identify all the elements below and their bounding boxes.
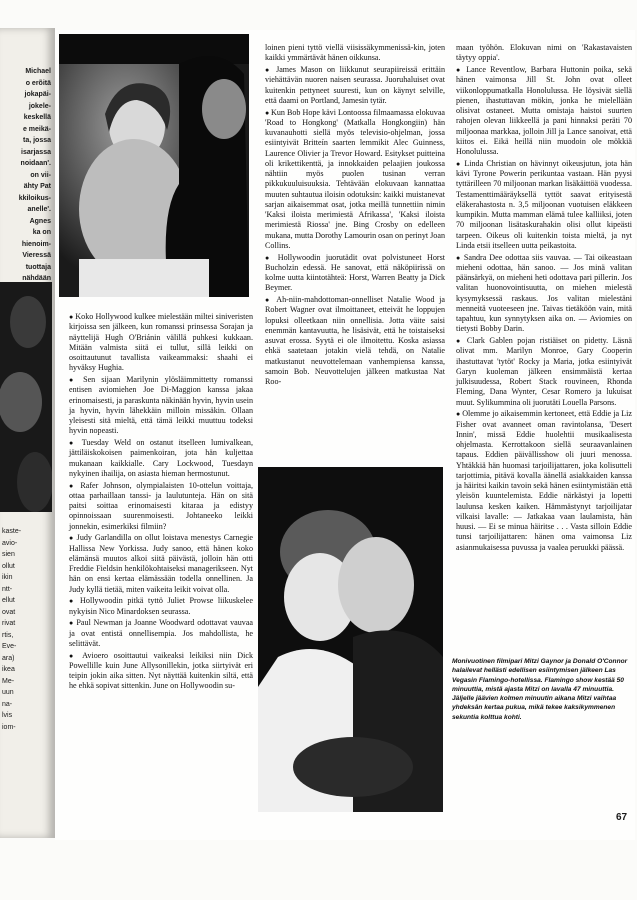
margin-text-line: ka on (32, 229, 51, 236)
bullet-icon: ● (69, 651, 83, 660)
margin-text-line: ähty Pat (23, 183, 51, 190)
margin-text-line: ikea (2, 666, 15, 673)
news-item-text: Sandra Dee odottaa siis vauvaa. — Tai oikeastaan mieheni odottaa, hän sanoo. — Jos minä valitan päänsärkyä, on mieheni heti odottava pari pillerin. Jos valitan huonovointisuutta, on miehen mielestä kysymyksessä raskaus. Jos valitan mielestäni menneitä vuoteeseen jne. Taivas tietäköön vain, mitä tapahtuu, kun synnytyksen aika on. — Aviomies on tietysti Bobby Darin. (456, 252, 632, 334)
news-item-text: loinen pieni tyttö viellä viisissäkymmenissä-kin, joten kaikki ymmärtävät hänen oikkunsa. (265, 43, 445, 63)
news-item (69, 481, 253, 532)
margin-text-line: noidaan'. (20, 160, 51, 167)
column-3 (456, 43, 632, 554)
margin-text-line: ntt- (2, 585, 13, 593)
news-item-text: maan työhön. Elokuvan nimi on 'Rakastavaisten täytyy oppia'. (456, 43, 632, 63)
margin-text-line: Agnes (29, 217, 51, 225)
news-item-text: Linda Christian on hävinnyt oikeusjutun, jota hän kävi Tyrone Powerin perikuntaa vastaan. Hän pyysi tyttärilleen 70 miljoonan markan lisäkäittöä vuodessa. Testamenttimääräyksellä tyttöt saavat erityisestä eläkerahastosta n. 3,5 miljoonan vuotuisen eläkkeen kumpikin. Mutta mamman elämä tulee kalliiksi, joten 70 miljoonan lisätaskurahakin olisi ollut kipeästi tarpeen. Oikeus oli kuitenkin toista mieltä, ja nyt Linda etsii itselleen uutta peikastoita. (456, 158, 633, 250)
news-item (456, 336, 632, 408)
news-item-text: Olemme jo aikaisemmin kertoneet, että Eddie ja Liz Fisher ovat avanneet oman ravintolansa, 'Desert Innin', missä Eddie huolehtii musikaalisesta ohjelmasta. Kerrottakoon siellä seuraavanlainen tapaus. Eddien päivällisshow oli juuri menossa. Yhtäkkiä hän huomasi tarjoilijattaren, joka kolisutteli tarjottimia, pitävä kovalla äänellä asiakkaiden kanssa ja häiritsi kaikin tavoin sekä hänen esiintymistään että yleisön kuuntelemista. Eddie närkästyi ja lopetti laulunsa kesken kaiken. Hämmästynyt tarjoilijatar vilkaisi lavalle: — Jatkakaa vaan laulamista, hän huusi. — Ei se minua häiritse . . . Vasta silloin Eddie tunsi tarjoilijattaren: hänen oma vaimonsa Liz asianmukaisessa puvussa ja vaalea peruukki päässä. (456, 409, 632, 552)
news-item-text: Sen sijaan Marilynin ylösläimmittetty romanssi entisen aviomiehen Joe Di-Maggion kanssa jakaa erinomaisesti, ja paraskunta näkinään hyvin, hyvin usein ja hyvin, hyvin lähekkäin milloin missäkin. Ollaan yleisesti sitä mieltä, että tämä leikki muuttuu todeksi hyvin nopeasti. (69, 375, 253, 436)
margin-text-line: nähdään (22, 275, 51, 282)
news-item (69, 651, 253, 692)
news-item (265, 43, 445, 64)
news-item-text: Rafer Johnson, olympialaisten 10-ottelun voittaja, ottaa parhaillaan tanssi- ja laulutunteja. Hän on sitä paitsi soittaa erinomaisesti kitaraa ja edistyy opinnoissaan suurenmoisesti. Johtaneeko leikki jonnekin, esimerkiksi filmiin? (69, 480, 253, 531)
margin-text-line: sien (2, 551, 15, 558)
bullet-icon: ● (265, 253, 278, 262)
margin-text-line: on vii- (30, 171, 51, 179)
bullet-icon: ● (69, 313, 76, 321)
photo-mitzi-donald (258, 467, 443, 812)
news-item (456, 43, 632, 64)
news-item (265, 295, 445, 387)
margin-text-line: ellut (2, 597, 15, 604)
bullet-icon: ● (69, 439, 82, 447)
news-item (69, 596, 253, 617)
bullet-icon: ● (69, 376, 84, 384)
margin-text-line: Michael (25, 68, 51, 75)
margin-text-line: lvis (2, 712, 13, 719)
news-item-text: Hollywoodin pitkä tyttö Juliet Prowse liikuskelee nykyisin Nico Minardoksen seurassa. (69, 596, 253, 616)
news-item (456, 253, 632, 335)
news-item-text: Clark Gablen pojan ristiäiset on pidetty. Läsnä olivat mm. Marilyn Monroe, Gary Cooperin ihastuttavat 'tytöt' Rocky ja Maria, jotka esiintyivät Garyn kuoleman jälkeen ensimmäistä kertaa julkisuudessa, Robert Stack rouvineen, Rhonda Fleming, Dana Wynter, Cesar Romero ja lukuisat muut. Sylikummina oli juorutäti Louella Parsons. (456, 336, 633, 407)
margin-text-line: Eve- (2, 643, 17, 650)
margin-text-line: keskellä (23, 114, 51, 121)
news-item (69, 618, 253, 649)
news-item-text: Lance Reventlow, Barbara Huttonin poika, sekä hänen vaimonsa Jill St. John ovat olleet viikonloppumatkalla Honolulussa. He löysivät siellä pienen, ihastuttavan mökin, jonka he mielellään olisivat ostaneet. Mutta omistaja haistoi suurten rahojen olevan liikkeellä ja pani hinnaksi peräti 70 miljoonaa markkaa, jolloin Jill ja Lance sanoivat, että kiitos ei. Eikä heillä niin muodoin ole mökkiä Honolulussa. (456, 65, 632, 156)
previous-page-photo (0, 282, 52, 512)
bullet-icon: ● (69, 481, 81, 490)
bullet-icon: ● (69, 619, 77, 628)
margin-text-line: na- (2, 700, 13, 708)
margin-text-line: anelle'. (27, 206, 51, 213)
bullet-icon: ● (456, 410, 463, 419)
news-item-text: Tuesday Weld on ostanut itselleen lumivalkean, jättiläiskokoisen paimenkoiran, jota hän kuljettaa mukanaan kaikkialle. Cary Lockwood, Tuesdayn nykyinen ihailija, on asiasta hieman hermostunut. (69, 438, 253, 478)
margin-text-line: uun (2, 689, 14, 696)
news-item (69, 533, 253, 595)
bullet-icon: ● (69, 597, 81, 606)
news-item-text: James Mason on liikkunut seurapiireissä erittäin viehättävän nuoren naisen seurassa. Juoruhaluiset ovat kuitenkin pettyneet suuresti, kun on käynyt selville, että daami on Portland, Jamesin tytär. (265, 65, 445, 105)
bullet-icon: ● (265, 108, 271, 117)
margin-text-line: jokele- (28, 102, 51, 110)
margin-text-line: ara) (2, 654, 15, 662)
photo-couple-table (59, 34, 249, 297)
bullet-icon: ● (265, 66, 277, 74)
margin-text-line: rtis, (2, 631, 14, 639)
news-item (265, 108, 445, 252)
margin-text-line: kaste- (2, 528, 22, 535)
margin-text-line: ollut (2, 562, 15, 570)
column-1 (69, 312, 253, 693)
margin-text-line: ta, jossa (22, 137, 51, 144)
bullet-icon: ● (456, 253, 464, 262)
margin-text-line: Me- (2, 677, 15, 685)
news-item (456, 159, 632, 251)
news-item (265, 65, 445, 106)
bullet-icon: ● (456, 66, 467, 74)
news-item-text: Ah-niin-mahdottoman-onnelliset Natalie Wood ja Robert Wagner ovat ilmoittaneet, etteivät he loppujen lopuksi olleetkaan niin onnellisia. Jotta väite saisi enemmän kantavuutta, he lisäsivät, että he toistaiseksi asuvat erossa. Syytä ei ole ilmoitettu. Koska asiassa ehkä saatetaan jotakin vielä tehdä, on Natalie matkustanut neuvottelemaan vanhempiensa kanssa, samoin Bob. Neuvottelujen jälkeen matkustaa Nat Roo- (265, 295, 445, 386)
margin-text-line: tuottaja (25, 263, 51, 271)
news-item-text: Avioero osoittautui vaikeaksi leikiksi niin Dick Powellille kuin June Allysonillekin, jotka siirtyivät eri teipin jokin aika sitten. Nyt näyttää kuitenkin siltä, että he ehkä sopivat sittenkin. June on Hollywoodin su- (69, 650, 254, 691)
margin-text-line: kkiloikus- (18, 194, 51, 202)
news-item (265, 253, 445, 294)
margin-text-line: ovat (2, 608, 16, 616)
news-item-text: Judy Garlandilla on ollut loistava menestys Carnegie Hallissa New Yorkissa. Judy sanoo, että hänen koko elämänsä muutos alkoi siitä päivästä, jolloin hän otti Freddie Fieldsin henkilökohtaiseksi managerikseen. Nyt hän on ensi kertaa elämässään todella onnellinen. Ja Judy kyllä tietää, miten vaikeita leikit voivat olla. (69, 533, 254, 594)
margin-text-line: Vieressä (22, 252, 51, 259)
news-item (456, 409, 632, 553)
news-item-text: Kun Bob Hope kävi Lontoossa filmaamassa elokuvaa 'Road to Hongkong' (Matkalla Hongkongiin) hän kuvanauhotti siellä myös televisio-ohjelman, jossa esiintyivät Britteín saarten lemmikit Alec Guinness, Laurence Olivier ja Trevor Howard. Esitykset puitteina oli krikettikenttä, ja innokkaiden pelaajien joukossa nähtiin myös puolen tusinan verran pikkukuuluisuuksia. Tehtävään elokuvaan kannattaa muuten suhtautua iloisin odotuksin: kaikki muistanevat sarjan aikaisemmat osat, jotka meillä tunnettiin nimin 'Kaksi iloista merimiestä Afrikassa', 'Kaksi iloista merimiestä Riossa' jne. Bing Crosby on edelleen mukana, mutta Dorothy Lamourin osan on perinyt Joan Collins. (265, 107, 445, 250)
news-item (69, 438, 253, 479)
margin-text-line: rivat (2, 620, 16, 627)
margin-text-line: o erõitä (25, 79, 51, 87)
bullet-icon: ● (456, 159, 465, 168)
bullet-icon: ● (69, 534, 77, 543)
column-2 (265, 43, 445, 389)
margin-text-line: e meikä- (22, 125, 51, 133)
photo-caption: Monivuotinen filmipari Mitzi Gaynor ja Donald O'Connor halailevat hellästi edellisen esiintymisen jälkeen Las Vegasin Flamingo-hotellissa. Flamingo show kestää 50 minuuttia, mistä ajasta Mitzi on lavalla 47 minuuttia. Jäljelle jäävien kolmen minuutin aikana Mitzi vaihtaa yhdeksän kertaa pukua, mikä tekee kaksikymmenen sekuntia kolttua kohti. (452, 658, 628, 721)
margin-text-line: hienoim- (21, 240, 51, 248)
margin-text-line: jokapäi- (24, 91, 51, 98)
margin-text-line: avio- (2, 539, 18, 547)
page-number: 67 (616, 812, 628, 823)
margin-text-line: isarjassa (21, 148, 51, 156)
news-item-text: Hollywoodin juorutädit ovat polvistuneet Horst Bucholzin edessä. He sanovat, että näköpiirissä on kolme uutta kiintotähteä: Horst, Warren Beatty ja Dick Beymer. (265, 252, 445, 293)
bullet-icon: ● (265, 296, 277, 304)
news-item-text: Paul Newman ja Joanne Woodward odottavat vauvaa ja ovat entistä onnellisempia. Jos mahdollista, he selittävät. (69, 618, 253, 648)
bullet-icon: ● (456, 337, 467, 345)
margin-text-line: ikin (2, 574, 13, 581)
margin-text-line: iom- (2, 723, 16, 731)
news-item (456, 65, 632, 157)
news-item (69, 312, 253, 374)
news-item (69, 375, 253, 437)
news-item-text: Koko Hollywood kulkee mielestään miltei siniveristen kirjoissa sen jälkeen, kun romanssi prinsessa Sorajan ja näyttelijä Hugh O'Briánin välillä puhkesi kukkaan. Mitään valmista siitä ei tullut, sillä leikki on osoittautunut tavallista vaikeammaksi: shaahi ei hyväksy Hughia. (69, 312, 253, 373)
